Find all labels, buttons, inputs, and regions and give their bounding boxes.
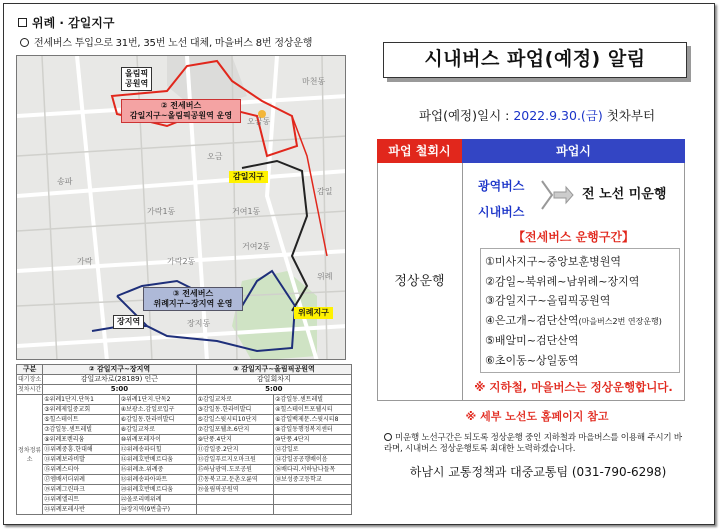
charter-route-main: ②감일~북위례~남위례~장지역: [485, 274, 640, 288]
jangji-station-label: 장지역: [113, 315, 144, 329]
arrow-icon: [540, 175, 574, 215]
table-row: [17, 475, 352, 485]
route3-label: ③ 전세버스 위례지구~장지역 운영: [143, 287, 243, 311]
stop-cell: ④힐스테이트포웰시티: [274, 405, 352, 415]
stop-cell: ⑬위례보라비발: [43, 455, 120, 465]
stop-cell: [274, 495, 352, 505]
charter-route-item: [485, 311, 675, 332]
place-name: 장지동: [187, 319, 211, 328]
circle-bullet-icon: [384, 433, 392, 441]
stop-cell: ⑪감일중.2단지: [196, 445, 274, 455]
date-value: 2022.9.30.(금): [513, 108, 603, 123]
table-divider: [462, 163, 463, 401]
stop-cell: ⑦감일동.센트레빌: [43, 425, 120, 435]
charter-route-note: (마을버스2번 연장운행): [578, 316, 662, 326]
circle-bullet-icon: [20, 38, 29, 47]
exception-note: ※ 지하철, 마을버스는 정상운행합니다.: [474, 380, 673, 394]
stop-cell: ⑧감일동행정복지센터: [274, 425, 352, 435]
place-name: 가락: [77, 257, 93, 266]
charter-route-item: [485, 351, 675, 371]
header-route3: ③ 감일지구~올림픽공원역: [196, 365, 351, 375]
stop-cell: ⑨단풍.4단지: [196, 435, 274, 445]
date-prefix: 파업(예정)일시 :: [418, 108, 514, 123]
stop-cell: ⑮위례스티아: [43, 465, 120, 475]
table-row: [17, 395, 352, 405]
table-row: [17, 445, 352, 455]
bus-type-express: 광역버스: [478, 179, 525, 193]
notice-title: 시내버스 파업(예정) 알림: [383, 42, 687, 78]
detail-reference: ※ 세부 노선도 홈페이지 참고: [465, 410, 609, 423]
place-name: 오금: [207, 152, 223, 161]
table-row: [17, 405, 352, 415]
wirye-district-label: 위례지구: [294, 307, 333, 319]
charter-route-main: ①미사지구~중앙보훈병원역: [485, 255, 621, 268]
charter-route-item: [485, 272, 675, 292]
place-name: 가락2동: [167, 257, 196, 266]
stop-cell: ①감일교차로: [196, 395, 274, 405]
place-name: 거여1동: [232, 207, 261, 216]
route-map: [16, 55, 346, 360]
stop-cell: ㉑위례엘리트: [43, 495, 120, 505]
table-row: [17, 505, 352, 515]
stop-cell: ⑩단풍.4단지: [274, 435, 352, 445]
timetable: [16, 364, 352, 515]
stop-cell: ⑮하남광역.도로공원: [196, 465, 274, 475]
stop-cell: ④보광소.감일로입구: [119, 405, 196, 415]
first-route2: 5:00: [43, 385, 196, 395]
stop-cell: ②감일동.센트레빌: [274, 395, 352, 405]
row-label-first: 첫차시간: [18, 386, 42, 393]
place-name: 위례: [317, 272, 333, 281]
stop-cell: ②위례1단지.단독2: [119, 395, 196, 405]
withdraw-status: 정상운행: [394, 274, 445, 289]
stop-cell: ③감일동.한라비발디: [196, 405, 274, 415]
row-label-stops: 정차정류소: [17, 395, 43, 515]
stop-cell: ⑨위례포렌리움: [43, 435, 120, 445]
header-gubun: 구분: [17, 365, 43, 375]
header-strike: 파업시: [462, 139, 685, 163]
olympic-park-label: 올림픽 공원역: [121, 67, 152, 91]
stop-cell: ㉒올로리메위례: [119, 495, 196, 505]
charter-route-item: [485, 252, 675, 272]
section-title: [18, 14, 114, 31]
bottom-note-text: 미운행 노선구간은 되도록 정상운행 중인 지하철과 마을버스를 이용해 주시기 바라며, 시내버스 정상운행토록 최대한 노력하겠습니다.: [384, 433, 682, 454]
charter-route-main: ④은고개~검단산역: [485, 313, 579, 327]
header-withdraw: 파업 철회시: [377, 139, 462, 163]
header-route2: ② 감일지구~장지역: [43, 365, 196, 375]
stop-cell: ⑬감일푸르지오마크원: [196, 455, 274, 465]
table-row: [17, 485, 352, 495]
checkbox-square-icon: [18, 18, 27, 27]
stop-cell: [196, 495, 274, 505]
wait-route2: 감일교차로(28189) 인근: [43, 375, 196, 385]
table-row: [17, 455, 352, 465]
stop-cell: ㉓위례포레사반: [43, 505, 120, 515]
stop-cell: ⑭감일공공행배이음: [274, 455, 352, 465]
charter-route-main: ⑤배알미~검단산역: [485, 334, 579, 347]
stop-cell: ⑧감일교차로: [119, 425, 196, 435]
table-row: [17, 435, 352, 445]
stop-cell: ⑳위례호반베르디움: [119, 485, 196, 495]
bottom-note: [384, 433, 689, 455]
wait-route3: 감일회차지: [196, 375, 351, 385]
charter-heading: 【전세버스 운행구간】: [513, 230, 634, 244]
stop-cell: ⑪위례중흥.한대해: [43, 445, 120, 455]
all-stop-text: 전 노선 미운행: [582, 187, 667, 202]
gamil-district-label: 감일지구: [229, 171, 268, 183]
stop-cell: ⑲위례그린파크: [43, 485, 120, 495]
stop-cell: ⑱위례송파아파트: [119, 475, 196, 485]
place-name: 송파: [57, 177, 73, 186]
stop-cell: ⑯위례초.위례중: [119, 465, 196, 475]
stop-cell: [196, 505, 274, 515]
stop-cell: ⑯배다리.서하남나들목: [274, 465, 352, 475]
first-route3: 5:00: [196, 385, 351, 395]
table-row: [17, 465, 352, 475]
place-name: 가락1동: [147, 207, 176, 216]
stop-cell: ①위례1단지.단독1: [43, 395, 120, 405]
table-row: [17, 495, 352, 505]
stop-cell: ⑰엠배서더위례: [43, 475, 120, 485]
row-label-wait: 대기장소: [18, 376, 42, 383]
place-name: 오금동: [247, 117, 271, 126]
date-suffix: 첫차부터: [602, 108, 656, 123]
strike-date: [382, 106, 692, 124]
route2-label: ② 전세버스 감일지구~올림픽공원역 운영: [121, 99, 241, 123]
stop-cell: [274, 485, 352, 495]
stop-cell: ⑲올림픽공원역: [196, 485, 274, 495]
charter-route-item: [485, 331, 675, 351]
charter-route-main: ⑥초이동~상일동역: [485, 353, 579, 367]
place-name: 감일: [317, 187, 333, 196]
stop-cell: [274, 505, 352, 515]
charter-route-item: [485, 291, 675, 311]
stop-cell: ③위례제일중교회: [43, 405, 120, 415]
stop-cell: ⑥감일백제문.스윗시티8: [274, 415, 352, 425]
contact-info: 하남시 교통정책과 대중교통팀 (031-790-6298): [409, 465, 667, 479]
section-description-text: 전세버스 투입으로 31번, 35번 노선 대체, 마을버스 8번 정상운행: [34, 38, 313, 49]
stop-cell: ⑩위례포레자이: [119, 435, 196, 445]
stop-cell: ⑱보성중고등학교: [274, 475, 352, 485]
charter-route-list: [480, 248, 680, 373]
table-row: [17, 415, 352, 425]
stop-cell: ⑥감일동.한라비발디: [119, 415, 196, 425]
stop-cell: ㉔장지역(9번출구): [119, 505, 196, 515]
stop-cell: ⑰동북고교.둔촌오륜역: [196, 475, 274, 485]
table-row: [17, 425, 352, 435]
stop-cell: ⑫위례송파더힐: [119, 445, 196, 455]
stop-cell: ⑦감일포웰초.6단지: [196, 425, 274, 435]
stop-cell: ⑤감일스윗시티10단지: [196, 415, 274, 425]
stop-cell: ⑫감일로: [274, 445, 352, 455]
section-title-text: 위례 · 감일지구: [32, 16, 115, 30]
stop-cell: ⑭위례호반베르디움: [119, 455, 196, 465]
place-name: 거여2동: [242, 242, 271, 251]
charter-route-main: ③감일지구~올림픽공원역: [485, 294, 611, 307]
bus-type-city: 시내버스: [478, 205, 525, 219]
section-description: [20, 34, 312, 49]
place-name: 마천동: [302, 77, 326, 86]
stop-cell: ⑤힐스테이트: [43, 415, 120, 425]
